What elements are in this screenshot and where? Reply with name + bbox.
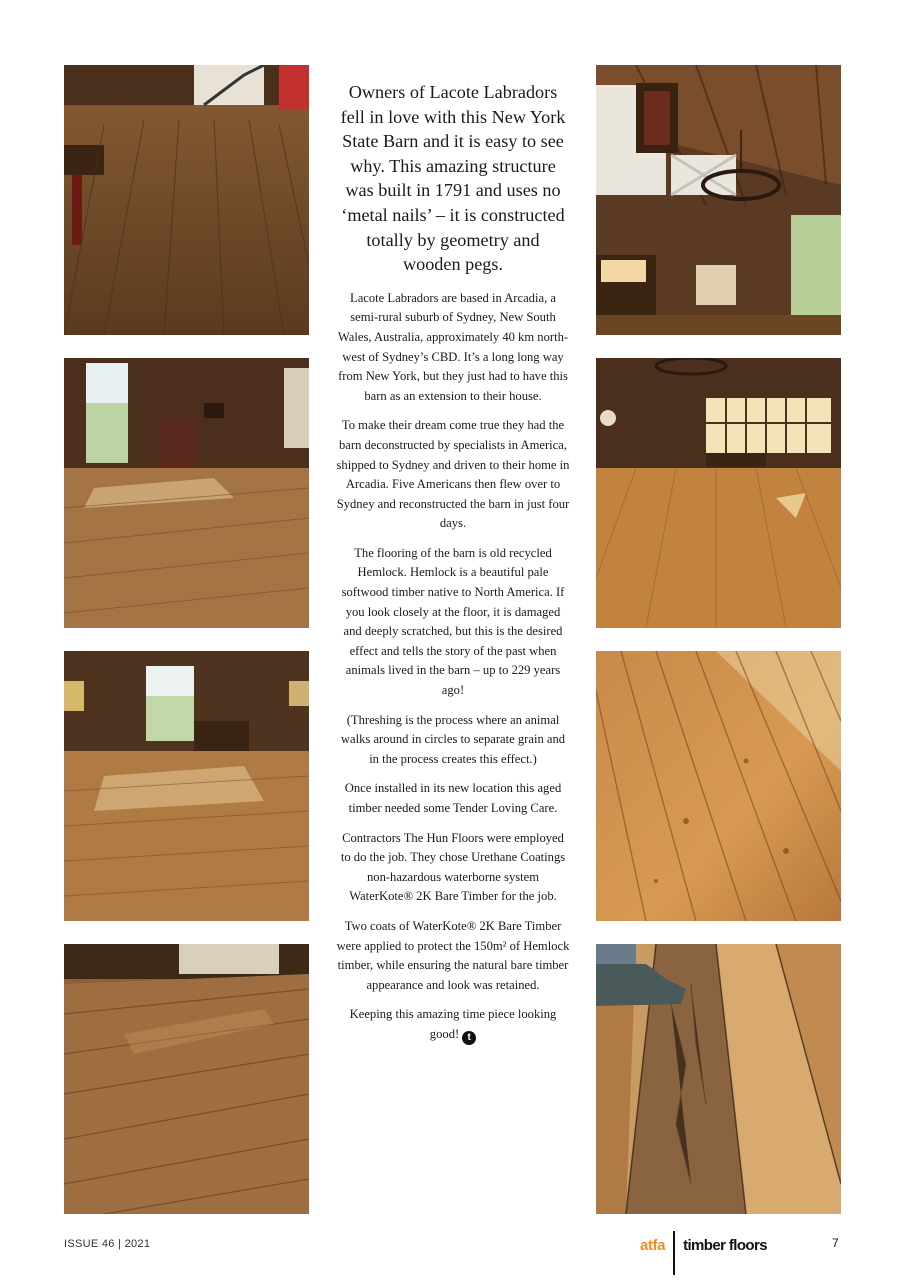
photo-barn-loft-wagon-wheel xyxy=(596,65,841,335)
paragraph-coats: Two coats of WaterKote® 2K Bare Timber were applied to protect the 150m² of Hemlock timber, while ensuring the natural bare timber appearance and look was retained. xyxy=(336,918,570,992)
paragraph-arcadia: Lacote Labradors are based in Arcadia, a semi-rural suburb of Sydney, New South Wales, Australia, approximately 40 km north-west of Sydney’s CBD. It’s a long long way from New York, but they just had to have this barn as an extension to their house. xyxy=(337,290,569,403)
photo-floor-boards-closeup xyxy=(596,651,841,921)
atfa-logo: atfa xyxy=(640,1236,666,1254)
brand-divider xyxy=(673,1231,675,1275)
paragraph-tender-loving-care: Once installed in its new location this aged timber needed some Tender Loving Care. xyxy=(344,781,562,815)
paragraph-contractors: Contractors The Hun Floors were employed to do the job. They chose Urethane Coatings non-hazardous waterborne system WaterKote® 2K Bare Timber for the job. xyxy=(340,830,566,904)
closing-text: Keeping this amazing time piece looking good! xyxy=(349,1007,557,1041)
issue-label: ISSUE 46 | 2021 xyxy=(64,1238,151,1250)
photo-barn-interior-staircase-pool-table xyxy=(64,65,309,335)
page-number: 7 xyxy=(832,1236,839,1250)
paragraph-closing xyxy=(336,1005,570,1045)
article-intro: Owners of Lacote Labradors fell in love with this New York State Barn and it is easy to see why. This amazing structure was built in 1791 and uses no ‘metal nails’ – it is constructed totally by geometry and wooden pegs. xyxy=(340,82,566,275)
brand-logo xyxy=(640,1230,767,1260)
timber-floors-end-mark-icon: t xyxy=(462,1031,476,1045)
paragraph-hemlock-flooring: The flooring of the barn is old recycled Hemlock. Hemlock is a beautiful pale softwood timber native to North America. If you look closely at the floor, it is damaged and deeply scratched, but this is the desired effect and tells the story of the past when animals lived in the barn – up to 229 years ago! xyxy=(341,545,565,698)
photo-barn-open-doors xyxy=(64,358,309,628)
paragraph-deconstruction: To make their dream come true they had the barn deconstructed by specialists in America, shipped to Sydney and driven to their home in Arcadia. Five Americans then flew over to Sydney and reconstructed the barn in just four days. xyxy=(336,418,570,531)
photo-barn-windows-floor-sunlit xyxy=(596,358,841,628)
photo-barn-wall-window-bench xyxy=(64,651,309,921)
photo-barn-floor-wide xyxy=(64,944,309,1214)
article-body xyxy=(336,80,570,1055)
photo-scratched-board-boot xyxy=(596,944,841,1214)
paragraph-threshing: (Threshing is the process where an animal walks around in circles to separate grain and in the process creates this effect.) xyxy=(340,712,566,766)
timber-floors-logo: timber floors xyxy=(683,1236,767,1254)
